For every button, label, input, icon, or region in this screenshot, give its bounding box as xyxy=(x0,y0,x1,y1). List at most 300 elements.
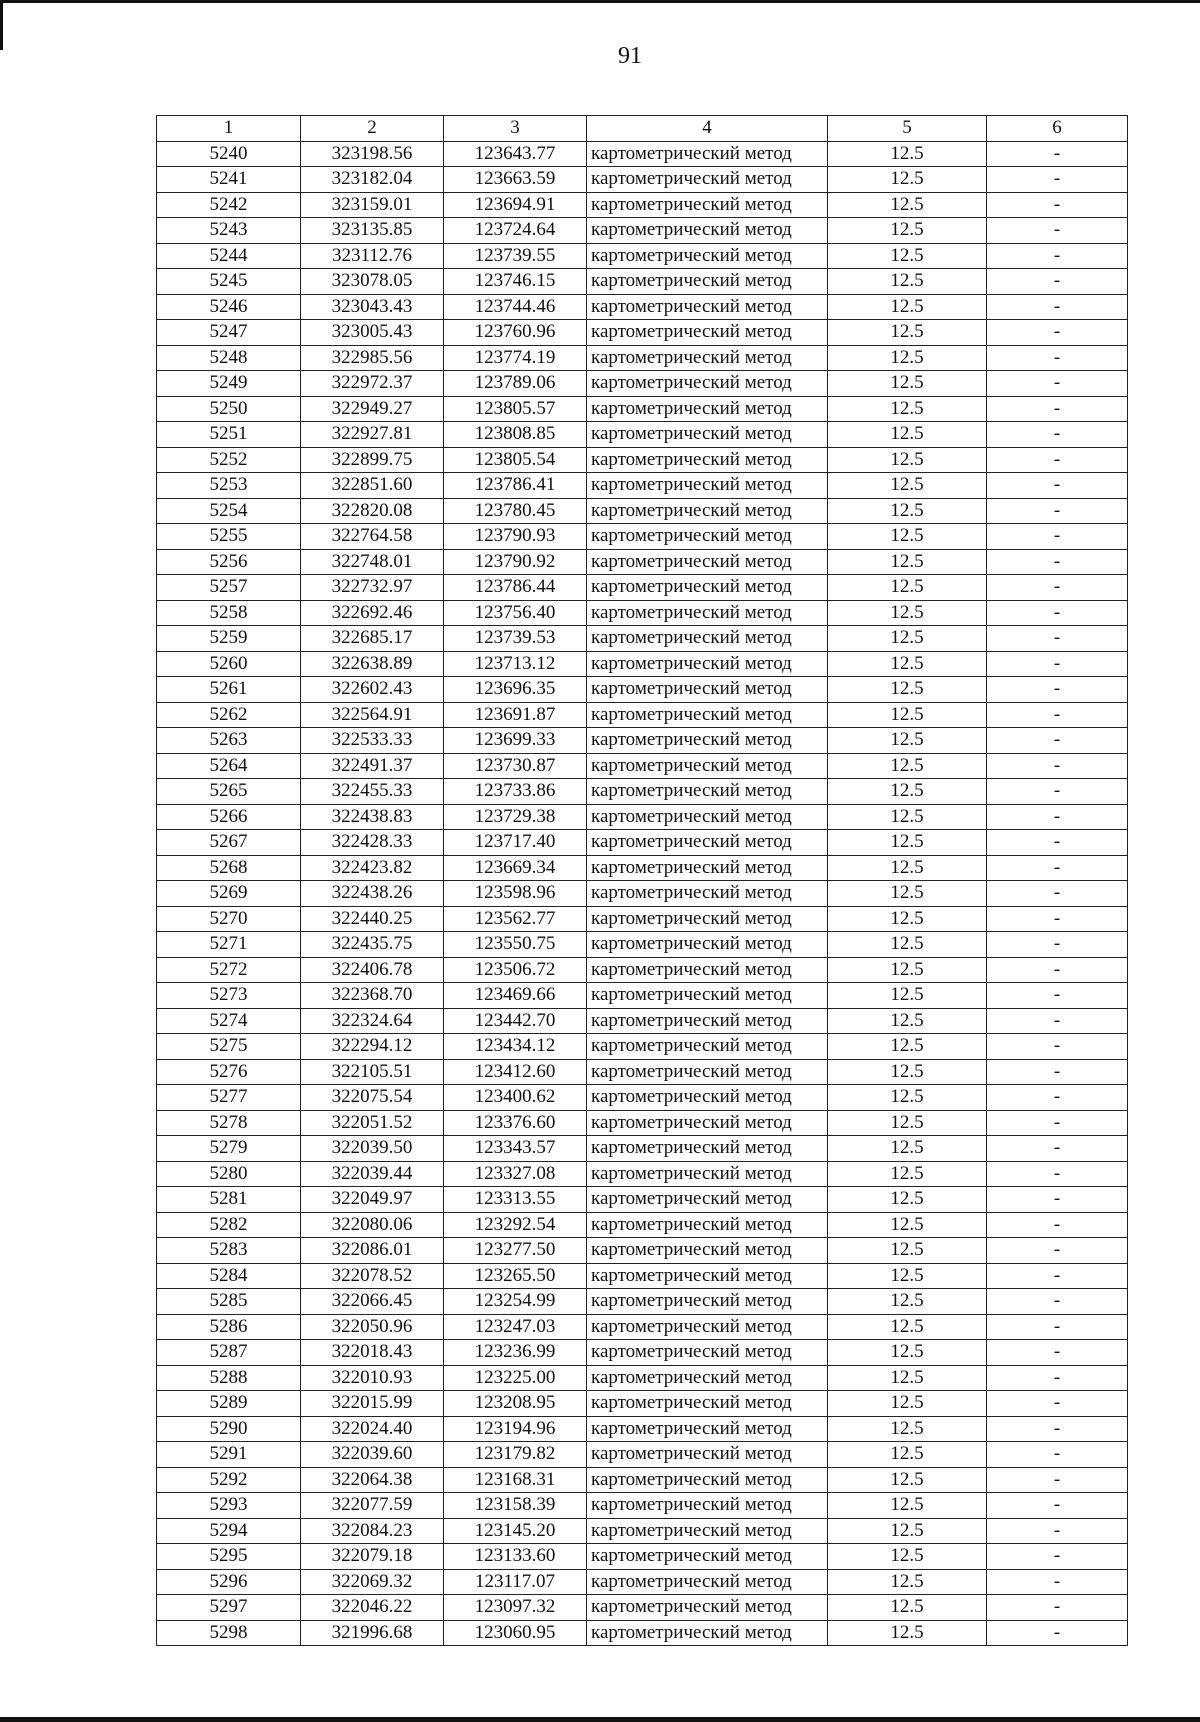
note-cell: - xyxy=(987,1467,1128,1493)
x-coordinate-cell: 322064.38 xyxy=(301,1467,444,1493)
x-coordinate-cell: 323005.43 xyxy=(301,320,444,346)
accuracy-cell: 12.5 xyxy=(828,1212,987,1238)
note-cell: - xyxy=(987,345,1128,371)
accuracy-cell: 12.5 xyxy=(828,1493,987,1519)
y-coordinate-cell: 123133.60 xyxy=(444,1544,587,1570)
accuracy-cell: 12.5 xyxy=(828,1161,987,1187)
accuracy-cell: 12.5 xyxy=(828,728,987,754)
y-coordinate-cell: 123400.62 xyxy=(444,1085,587,1111)
point-number-cell: 5294 xyxy=(157,1518,301,1544)
table-header-row xyxy=(157,116,1128,142)
point-number-cell: 5256 xyxy=(157,549,301,575)
x-coordinate-cell: 322010.93 xyxy=(301,1365,444,1391)
x-coordinate-cell: 322077.59 xyxy=(301,1493,444,1519)
method-cell: картометрический метод xyxy=(587,575,828,601)
y-coordinate-cell: 123434.12 xyxy=(444,1034,587,1060)
method-cell: картометрический метод xyxy=(587,1263,828,1289)
point-number-cell: 5249 xyxy=(157,371,301,397)
x-coordinate-cell: 322851.60 xyxy=(301,473,444,499)
method-cell: картометрический метод xyxy=(587,677,828,703)
note-cell: - xyxy=(987,192,1128,218)
table-row xyxy=(157,804,1128,830)
accuracy-cell: 12.5 xyxy=(828,1340,987,1366)
y-coordinate-cell: 123729.38 xyxy=(444,804,587,830)
method-cell: картометрический метод xyxy=(587,524,828,550)
note-cell: - xyxy=(987,881,1128,907)
y-coordinate-cell: 123694.91 xyxy=(444,192,587,218)
x-coordinate-cell: 322949.27 xyxy=(301,396,444,422)
table-row xyxy=(157,192,1128,218)
accuracy-cell: 12.5 xyxy=(828,1008,987,1034)
accuracy-cell: 12.5 xyxy=(828,932,987,958)
table-row xyxy=(157,1008,1128,1034)
x-coordinate-cell: 322024.40 xyxy=(301,1416,444,1442)
accuracy-cell: 12.5 xyxy=(828,1416,987,1442)
note-cell: - xyxy=(987,957,1128,983)
note-cell: - xyxy=(987,804,1128,830)
accuracy-cell: 12.5 xyxy=(828,702,987,728)
table-row xyxy=(157,1442,1128,1468)
method-cell: картометрический метод xyxy=(587,396,828,422)
point-number-cell: 5285 xyxy=(157,1289,301,1315)
method-cell: картометрический метод xyxy=(587,957,828,983)
y-coordinate-cell: 123412.60 xyxy=(444,1059,587,1085)
y-coordinate-cell: 123550.75 xyxy=(444,932,587,958)
method-cell: картометрический метод xyxy=(587,753,828,779)
note-cell: - xyxy=(987,447,1128,473)
note-cell: - xyxy=(987,728,1128,754)
x-coordinate-cell: 322491.37 xyxy=(301,753,444,779)
y-coordinate-cell: 123506.72 xyxy=(444,957,587,983)
y-coordinate-cell: 123739.55 xyxy=(444,243,587,269)
note-cell: - xyxy=(987,1314,1128,1340)
table-row xyxy=(157,269,1128,295)
point-number-cell: 5278 xyxy=(157,1110,301,1136)
note-cell: - xyxy=(987,1569,1128,1595)
note-cell: - xyxy=(987,422,1128,448)
note-cell: - xyxy=(987,1416,1128,1442)
point-number-cell: 5246 xyxy=(157,294,301,320)
x-coordinate-cell: 322078.52 xyxy=(301,1263,444,1289)
table-row xyxy=(157,447,1128,473)
point-number-cell: 5290 xyxy=(157,1416,301,1442)
note-cell: - xyxy=(987,1161,1128,1187)
table-row xyxy=(157,677,1128,703)
accuracy-cell: 12.5 xyxy=(828,804,987,830)
method-cell: картометрический метод xyxy=(587,549,828,575)
table-row xyxy=(157,473,1128,499)
table-row xyxy=(157,1059,1128,1085)
method-cell: картометрический метод xyxy=(587,192,828,218)
note-cell: - xyxy=(987,600,1128,626)
accuracy-cell: 12.5 xyxy=(828,498,987,524)
point-number-cell: 5286 xyxy=(157,1314,301,1340)
note-cell: - xyxy=(987,702,1128,728)
x-coordinate-cell: 322972.37 xyxy=(301,371,444,397)
point-number-cell: 5240 xyxy=(157,141,301,167)
header-col-6: 6 xyxy=(987,116,1128,142)
accuracy-cell: 12.5 xyxy=(828,677,987,703)
method-cell: картометрический метод xyxy=(587,243,828,269)
point-number-cell: 5283 xyxy=(157,1238,301,1264)
point-number-cell: 5260 xyxy=(157,651,301,677)
accuracy-cell: 12.5 xyxy=(828,1442,987,1468)
table-row xyxy=(157,218,1128,244)
y-coordinate-cell: 123277.50 xyxy=(444,1238,587,1264)
method-cell: картометрический метод xyxy=(587,1340,828,1366)
y-coordinate-cell: 123225.00 xyxy=(444,1365,587,1391)
point-number-cell: 5262 xyxy=(157,702,301,728)
x-coordinate-cell: 323198.56 xyxy=(301,141,444,167)
y-coordinate-cell: 123805.54 xyxy=(444,447,587,473)
table-row xyxy=(157,702,1128,728)
method-cell: картометрический метод xyxy=(587,1493,828,1519)
method-cell: картометрический метод xyxy=(587,1085,828,1111)
point-number-cell: 5273 xyxy=(157,983,301,1009)
table-row xyxy=(157,1391,1128,1417)
y-coordinate-cell: 123699.33 xyxy=(444,728,587,754)
method-cell: картометрический метод xyxy=(587,422,828,448)
x-coordinate-cell: 322748.01 xyxy=(301,549,444,575)
note-cell: - xyxy=(987,1365,1128,1391)
table-row xyxy=(157,855,1128,881)
note-cell: - xyxy=(987,1136,1128,1162)
x-coordinate-cell: 323135.85 xyxy=(301,218,444,244)
accuracy-cell: 12.5 xyxy=(828,524,987,550)
accuracy-cell: 12.5 xyxy=(828,1595,987,1621)
x-coordinate-cell: 322324.64 xyxy=(301,1008,444,1034)
method-cell: картометрический метод xyxy=(587,1467,828,1493)
accuracy-cell: 12.5 xyxy=(828,320,987,346)
y-coordinate-cell: 123194.96 xyxy=(444,1416,587,1442)
y-coordinate-cell: 123739.53 xyxy=(444,626,587,652)
x-coordinate-cell: 322406.78 xyxy=(301,957,444,983)
method-cell: картометрический метод xyxy=(587,294,828,320)
note-cell: - xyxy=(987,1238,1128,1264)
point-number-cell: 5261 xyxy=(157,677,301,703)
point-number-cell: 5253 xyxy=(157,473,301,499)
scan-top-border xyxy=(0,0,1200,3)
point-number-cell: 5245 xyxy=(157,269,301,295)
method-cell: картометрический метод xyxy=(587,1314,828,1340)
note-cell: - xyxy=(987,320,1128,346)
note-cell: - xyxy=(987,1212,1128,1238)
point-number-cell: 5264 xyxy=(157,753,301,779)
y-coordinate-cell: 123717.40 xyxy=(444,830,587,856)
y-coordinate-cell: 123158.39 xyxy=(444,1493,587,1519)
table-row xyxy=(157,957,1128,983)
note-cell: - xyxy=(987,1008,1128,1034)
table-row xyxy=(157,1467,1128,1493)
table-row xyxy=(157,371,1128,397)
x-coordinate-cell: 322015.99 xyxy=(301,1391,444,1417)
method-cell: картометрический метод xyxy=(587,1544,828,1570)
point-number-cell: 5267 xyxy=(157,830,301,856)
header-col-1: 1 xyxy=(157,116,301,142)
y-coordinate-cell: 123469.66 xyxy=(444,983,587,1009)
method-cell: картометрический метод xyxy=(587,498,828,524)
point-number-cell: 5291 xyxy=(157,1442,301,1468)
y-coordinate-cell: 123247.03 xyxy=(444,1314,587,1340)
y-coordinate-cell: 123691.87 xyxy=(444,702,587,728)
accuracy-cell: 12.5 xyxy=(828,1544,987,1570)
note-cell: - xyxy=(987,1544,1128,1570)
accuracy-cell: 12.5 xyxy=(828,1365,987,1391)
accuracy-cell: 12.5 xyxy=(828,218,987,244)
table-row xyxy=(157,983,1128,1009)
accuracy-cell: 12.5 xyxy=(828,1136,987,1162)
point-number-cell: 5250 xyxy=(157,396,301,422)
point-number-cell: 5284 xyxy=(157,1263,301,1289)
y-coordinate-cell: 123733.86 xyxy=(444,779,587,805)
y-coordinate-cell: 123756.40 xyxy=(444,600,587,626)
note-cell: - xyxy=(987,218,1128,244)
point-number-cell: 5296 xyxy=(157,1569,301,1595)
method-cell: картометрический метод xyxy=(587,1518,828,1544)
note-cell: - xyxy=(987,651,1128,677)
x-coordinate-cell: 322039.60 xyxy=(301,1442,444,1468)
accuracy-cell: 12.5 xyxy=(828,651,987,677)
x-coordinate-cell: 322899.75 xyxy=(301,447,444,473)
y-coordinate-cell: 123643.77 xyxy=(444,141,587,167)
table-row xyxy=(157,1314,1128,1340)
table-row xyxy=(157,1136,1128,1162)
method-cell: картометрический метод xyxy=(587,1136,828,1162)
accuracy-cell: 12.5 xyxy=(828,141,987,167)
table-row xyxy=(157,167,1128,193)
method-cell: картометрический метод xyxy=(587,269,828,295)
point-number-cell: 5280 xyxy=(157,1161,301,1187)
accuracy-cell: 12.5 xyxy=(828,1569,987,1595)
accuracy-cell: 12.5 xyxy=(828,345,987,371)
method-cell: картометрический метод xyxy=(587,600,828,626)
point-number-cell: 5263 xyxy=(157,728,301,754)
note-cell: - xyxy=(987,983,1128,1009)
x-coordinate-cell: 322533.33 xyxy=(301,728,444,754)
point-number-cell: 5298 xyxy=(157,1620,301,1646)
accuracy-cell: 12.5 xyxy=(828,192,987,218)
x-coordinate-cell: 322368.70 xyxy=(301,983,444,1009)
note-cell: - xyxy=(987,1059,1128,1085)
method-cell: картометрический метод xyxy=(587,830,828,856)
method-cell: картометрический метод xyxy=(587,702,828,728)
header-col-3: 3 xyxy=(444,116,587,142)
y-coordinate-cell: 123562.77 xyxy=(444,906,587,932)
point-number-cell: 5287 xyxy=(157,1340,301,1366)
header-col-2: 2 xyxy=(301,116,444,142)
x-coordinate-cell: 322435.75 xyxy=(301,932,444,958)
point-number-cell: 5293 xyxy=(157,1493,301,1519)
y-coordinate-cell: 123376.60 xyxy=(444,1110,587,1136)
y-coordinate-cell: 123744.46 xyxy=(444,294,587,320)
table-row xyxy=(157,243,1128,269)
y-coordinate-cell: 123696.35 xyxy=(444,677,587,703)
x-coordinate-cell: 322069.32 xyxy=(301,1569,444,1595)
y-coordinate-cell: 123789.06 xyxy=(444,371,587,397)
y-coordinate-cell: 123598.96 xyxy=(444,881,587,907)
table-row xyxy=(157,422,1128,448)
x-coordinate-cell: 321996.68 xyxy=(301,1620,444,1646)
table-row xyxy=(157,1620,1128,1646)
accuracy-cell: 12.5 xyxy=(828,1238,987,1264)
note-cell: - xyxy=(987,549,1128,575)
y-coordinate-cell: 123236.99 xyxy=(444,1340,587,1366)
table-row xyxy=(157,1263,1128,1289)
x-coordinate-cell: 323159.01 xyxy=(301,192,444,218)
page-number: 91 xyxy=(618,43,642,69)
table-row xyxy=(157,575,1128,601)
note-cell: - xyxy=(987,1340,1128,1366)
y-coordinate-cell: 123724.64 xyxy=(444,218,587,244)
note-cell: - xyxy=(987,1187,1128,1213)
table-row xyxy=(157,626,1128,652)
method-cell: картометрический метод xyxy=(587,218,828,244)
y-coordinate-cell: 123730.87 xyxy=(444,753,587,779)
point-number-cell: 5251 xyxy=(157,422,301,448)
y-coordinate-cell: 123145.20 xyxy=(444,1518,587,1544)
method-cell: картометрический метод xyxy=(587,932,828,958)
note-cell: - xyxy=(987,855,1128,881)
accuracy-cell: 12.5 xyxy=(828,371,987,397)
x-coordinate-cell: 322927.81 xyxy=(301,422,444,448)
point-number-cell: 5268 xyxy=(157,855,301,881)
point-number-cell: 5276 xyxy=(157,1059,301,1085)
note-cell: - xyxy=(987,396,1128,422)
table-row xyxy=(157,1187,1128,1213)
accuracy-cell: 12.5 xyxy=(828,830,987,856)
x-coordinate-cell: 322764.58 xyxy=(301,524,444,550)
accuracy-cell: 12.5 xyxy=(828,1518,987,1544)
accuracy-cell: 12.5 xyxy=(828,779,987,805)
table-row xyxy=(157,1110,1128,1136)
x-coordinate-cell: 322046.22 xyxy=(301,1595,444,1621)
method-cell: картометрический метод xyxy=(587,1059,828,1085)
note-cell: - xyxy=(987,753,1128,779)
table-row xyxy=(157,294,1128,320)
y-coordinate-cell: 123774.19 xyxy=(444,345,587,371)
table-row xyxy=(157,830,1128,856)
y-coordinate-cell: 123265.50 xyxy=(444,1263,587,1289)
method-cell: картометрический метод xyxy=(587,1212,828,1238)
accuracy-cell: 12.5 xyxy=(828,753,987,779)
x-coordinate-cell: 322438.26 xyxy=(301,881,444,907)
x-coordinate-cell: 322692.46 xyxy=(301,600,444,626)
point-number-cell: 5270 xyxy=(157,906,301,932)
method-cell: картометрический метод xyxy=(587,983,828,1009)
note-cell: - xyxy=(987,1620,1128,1646)
y-coordinate-cell: 123786.41 xyxy=(444,473,587,499)
accuracy-cell: 12.5 xyxy=(828,396,987,422)
table-row xyxy=(157,1238,1128,1264)
x-coordinate-cell: 322018.43 xyxy=(301,1340,444,1366)
x-coordinate-cell: 322423.82 xyxy=(301,855,444,881)
table-row xyxy=(157,1518,1128,1544)
method-cell: картометрический метод xyxy=(587,447,828,473)
point-number-cell: 5295 xyxy=(157,1544,301,1570)
note-cell: - xyxy=(987,141,1128,167)
x-coordinate-cell: 322084.23 xyxy=(301,1518,444,1544)
note-cell: - xyxy=(987,269,1128,295)
x-coordinate-cell: 323078.05 xyxy=(301,269,444,295)
point-number-cell: 5252 xyxy=(157,447,301,473)
x-coordinate-cell: 322294.12 xyxy=(301,1034,444,1060)
x-coordinate-cell: 322079.18 xyxy=(301,1544,444,1570)
note-cell: - xyxy=(987,779,1128,805)
table-row xyxy=(157,1493,1128,1519)
table-row xyxy=(157,1085,1128,1111)
y-coordinate-cell: 123663.59 xyxy=(444,167,587,193)
x-coordinate-cell: 322455.33 xyxy=(301,779,444,805)
x-coordinate-cell: 322820.08 xyxy=(301,498,444,524)
y-coordinate-cell: 123760.96 xyxy=(444,320,587,346)
note-cell: - xyxy=(987,1595,1128,1621)
accuracy-cell: 12.5 xyxy=(828,906,987,932)
note-cell: - xyxy=(987,626,1128,652)
point-number-cell: 5297 xyxy=(157,1595,301,1621)
point-number-cell: 5275 xyxy=(157,1034,301,1060)
point-number-cell: 5258 xyxy=(157,600,301,626)
method-cell: картометрический метод xyxy=(587,1034,828,1060)
y-coordinate-cell: 123343.57 xyxy=(444,1136,587,1162)
point-number-cell: 5269 xyxy=(157,881,301,907)
accuracy-cell: 12.5 xyxy=(828,957,987,983)
method-cell: картометрический метод xyxy=(587,881,828,907)
x-coordinate-cell: 322564.91 xyxy=(301,702,444,728)
accuracy-cell: 12.5 xyxy=(828,167,987,193)
method-cell: картометрический метод xyxy=(587,1416,828,1442)
table-row xyxy=(157,932,1128,958)
method-cell: картометрический метод xyxy=(587,320,828,346)
point-number-cell: 5244 xyxy=(157,243,301,269)
y-coordinate-cell: 123746.15 xyxy=(444,269,587,295)
table-row xyxy=(157,779,1128,805)
note-cell: - xyxy=(987,1085,1128,1111)
y-coordinate-cell: 123790.92 xyxy=(444,549,587,575)
y-coordinate-cell: 123097.32 xyxy=(444,1595,587,1621)
point-number-cell: 5292 xyxy=(157,1467,301,1493)
y-coordinate-cell: 123780.45 xyxy=(444,498,587,524)
table-row xyxy=(157,1544,1128,1570)
note-cell: - xyxy=(987,906,1128,932)
note-cell: - xyxy=(987,830,1128,856)
accuracy-cell: 12.5 xyxy=(828,626,987,652)
accuracy-cell: 12.5 xyxy=(828,1620,987,1646)
accuracy-cell: 12.5 xyxy=(828,549,987,575)
accuracy-cell: 12.5 xyxy=(828,473,987,499)
method-cell: картометрический метод xyxy=(587,345,828,371)
method-cell: картометрический метод xyxy=(587,1569,828,1595)
table-row xyxy=(157,345,1128,371)
y-coordinate-cell: 123292.54 xyxy=(444,1212,587,1238)
note-cell: - xyxy=(987,498,1128,524)
x-coordinate-cell: 322075.54 xyxy=(301,1085,444,1111)
table-row xyxy=(157,1365,1128,1391)
note-cell: - xyxy=(987,371,1128,397)
x-coordinate-cell: 322039.44 xyxy=(301,1161,444,1187)
header-col-4: 4 xyxy=(587,116,828,142)
x-coordinate-cell: 322985.56 xyxy=(301,345,444,371)
point-number-cell: 5282 xyxy=(157,1212,301,1238)
x-coordinate-cell: 322685.17 xyxy=(301,626,444,652)
y-coordinate-cell: 123442.70 xyxy=(444,1008,587,1034)
table-row xyxy=(157,906,1128,932)
table-body xyxy=(157,141,1128,1646)
method-cell: картометрический метод xyxy=(587,1595,828,1621)
table-row xyxy=(157,651,1128,677)
point-number-cell: 5289 xyxy=(157,1391,301,1417)
x-coordinate-cell: 322438.83 xyxy=(301,804,444,830)
accuracy-cell: 12.5 xyxy=(828,447,987,473)
